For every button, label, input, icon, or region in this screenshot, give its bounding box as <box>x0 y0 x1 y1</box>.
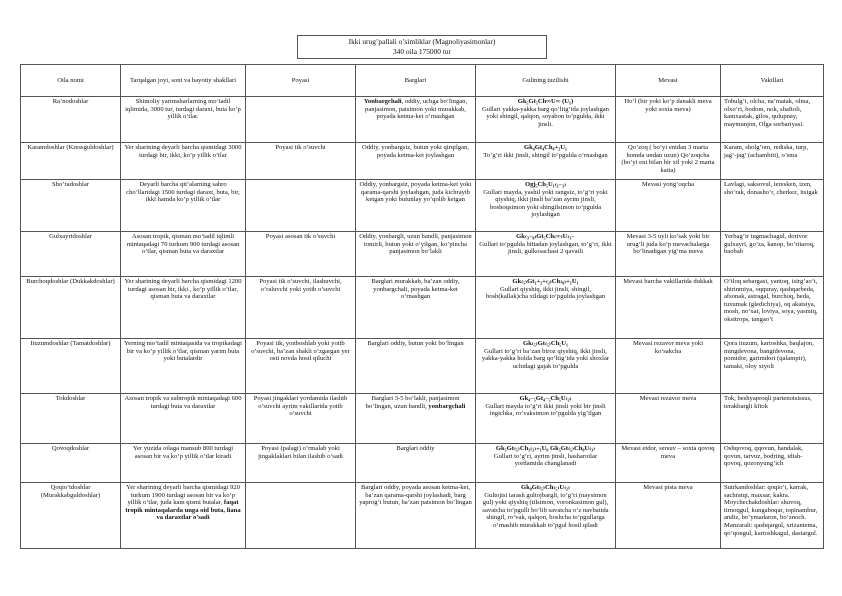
flower-cell <box>476 483 616 549</box>
flower-formula: Ogj₅Ch₅U₁₍₂₋₃₎ <box>524 181 567 188</box>
flower-formula: Gk₍₅₎Gt₁+₂+₍₂₎Ch₍₉₎+₁U₁ <box>512 278 579 285</box>
leaves-bold-term: Yonbargchali <box>363 98 402 105</box>
leaves-text: Oddiy, yonbargli, uzun bandli, panjasimon tomirli, butun yoki o’yilgan, ko’pincha panjasimon bo’lakli <box>359 233 472 256</box>
representatives-cell: Sutrkandoshlar: qoqio’t, karrak, sachratqi, maxsar, kakra. Moychechakdoshlar: shuvoq, tirnoqgul, kungaboqar, topinambur, andiz, bo’ymadaron, bo’znoch. Manzarali: qashqargul, xrizantema, qo’qongul, kartoshkagul, dastargul. <box>721 483 824 549</box>
representatives-cell: Lavlagi, saksovul, teresken, izen, sho’rak, donasho’r, cherkez, itsigak <box>721 180 824 232</box>
flower-text: Gultojisi tarash gultojbargli, to’g’ri (naysimon gul) yoki qiyshiq (tilsimon, voronkasimon gul), savatcha to’pgulli bo’lib savatcha o’z navbatida shingil, ro’vak, qalqon, boshcha to’pgullarga o’rnashib murakkab to’pgul hosil qiladi <box>482 491 609 529</box>
leaves-cell <box>356 143 476 180</box>
habitat-cell: Yer yuzida oilaga mansub 800 turdagi asosan bir va ko’p yillik o’tlar kiradi <box>121 444 246 483</box>
representatives-cell: Tok, beshyaproqli partenotsissus, terakbargli kftok <box>721 394 824 444</box>
stem-cell: Poyasi tik, yonboshlab yoki yotib o’suvchi, ba’zan shakli o’zgargan yer osti novda hosil qiluchi <box>246 339 356 394</box>
leaves-cell <box>356 180 476 232</box>
table-row <box>21 232 824 277</box>
habitat-cell: Yerning mo’tadil mintaqasida va tropikadagi bir va ko’p yillik o’tlar, qisman yarim buta yoki butalardir <box>121 339 246 394</box>
caption-title: Ikki urug’pallali o’simliklar (Magnoliyasimonlar) <box>348 37 496 46</box>
flower-text: Gullari mayda to’g’ri ikki jinsli yoki bir jinsli ingichka, ro’vaksimon to’pgulda yig’ilgan <box>485 402 606 418</box>
flower-text: Gullari to’g’ri ba’zan biroz qiyshiq, ikki jinsli, yakka-yakka holda barg qo’ltig’ida yoki shoxlar uchidagi gajak to’pgulda <box>481 347 610 370</box>
fruit-cell: Mevasi rezavor meva <box>616 394 721 444</box>
column-header: Mevasi <box>616 65 721 97</box>
fruit-cell: Mevasi 3-5 uyli ko’sak yoki bir urug’li juda ko’p mevachalarga bo’linadigan yig’ma meva <box>616 232 721 277</box>
table-row <box>21 277 824 339</box>
table-row <box>21 483 824 549</box>
habitat-cell: Shimoliy yarimsharlarning mo’tadil iqlimida, 3000 tur, turdagi daraxt, buta ko’p yillik o’tlar. <box>121 97 246 143</box>
representatives-cell: Karam, sholg’om, rediska, turp, jag’-jag’ (achambiti), o’sma <box>721 143 824 180</box>
fruit-cell: Mevasi barcha vakillarida dukkak <box>616 277 721 339</box>
fruit-cell: Mevasi yong’oqcha <box>616 180 721 232</box>
column-header: Vakillari <box>721 65 824 97</box>
table-row <box>21 394 824 444</box>
family-name: Qovoqdoshlar <box>21 444 121 483</box>
stem-cell <box>246 180 356 232</box>
column-header: Barglari <box>356 65 476 97</box>
table-header-row <box>21 65 824 97</box>
leaves-cell <box>356 444 476 483</box>
flower-cell <box>476 180 616 232</box>
table-row <box>21 180 824 232</box>
flower-formula: Gk₄Gt₄Ch₄+₂U₁ <box>524 144 567 151</box>
fruit-cell: Mevasi etdor, sersuv – soxta qovoq meva <box>616 444 721 483</box>
leaves-text: Barglari oddiy <box>396 445 435 452</box>
flower-cell <box>476 444 616 483</box>
flower-text: Gullari yakka-yakka barg qo’ltig’ida joylashgan yoki shingil, qalqon, soyabon to’pgulda, ikki jinsli. <box>482 105 609 128</box>
habitat-cell: Yer sharining deyarli barcha qismidagi 3000 turdagi bir, ikki, ko’p yillik o’tlar <box>121 143 246 180</box>
flower-cell <box>476 232 616 277</box>
caption-subtitle: 340 oila 175000 tur <box>392 47 452 56</box>
family-name: Karamdoshlar (Kressguldoshlar) <box>21 143 121 180</box>
family-name: Ra’nodoshlar <box>21 97 121 143</box>
stem-cell: Poyasi tik o’suvchi <box>246 143 356 180</box>
table-caption <box>297 35 547 59</box>
flower-cell <box>476 277 616 339</box>
stem-cell: Poyasi jingaklari yordamida ilashib o’suvchi ayrim vakillarida yotib o’suvchi <box>246 394 356 444</box>
family-name: Ituzumdoshlar (Tamatdoshlar) <box>21 339 121 394</box>
flower-cell <box>476 394 616 444</box>
leaves-bold-term: yonbargchali <box>428 402 466 410</box>
representatives-cell: Oshqovoq, qqovun, handalak, qovun, tarvuz, bodring, idish-qovoq, qozonyung’ich <box>721 444 824 483</box>
table-row <box>21 444 824 483</box>
leaves-cell <box>356 339 476 394</box>
column-header: Gulining tuzilishi <box>476 65 616 97</box>
habitat-text: Yer sharining deyarli barcha qismidagi 920 turkum 1900 turdagi asosan bir va ko’p yillik o’tlar, juda kam qismi butalar, <box>126 484 240 507</box>
representatives-cell: Tobulg’i, olcha, na’matak, olma, olxo’ri, bodom, nok, shaftoli, kamxastak, gilos, qulupnay, maymunjon, Olga sorbariyasi. <box>721 97 824 143</box>
flower-cell <box>476 143 616 180</box>
leaves-text: Barglari oddiy, poyada asosan ketma-ket, ba’zan qarama-qarshi joylashadi, barg yaprog’i butun, ba’zan patsimon bo’lingan <box>359 484 472 507</box>
table-row <box>21 339 824 394</box>
flower-formula: Gk₅Gt₍₅₎Ch₃₍₂₎₊₁U₀ Gk₅Gt₍₅₎Ch₀U₍₃₎ <box>495 445 596 452</box>
representatives-cell: O’tloq sebargasi, yantoq, isirg’ao’t, shirinmiya, oqquray, qashqarbeda, afsonak, astragal, burchoq, beda, tuxumak (gledichiya), oq akatsiya, mosh, no’xat, loviya, soya, yasmiq, oksitrops, tangao’t <box>721 277 824 339</box>
fruit-cell: Mevasi rezavor meva yoki ko’sakcha <box>616 339 721 394</box>
flower-formula: Gk₀Gt₍₅₎Ch₍₅₎U₍₂₎ <box>520 484 570 491</box>
stem-cell: Poyasi asosan tik o’suvchi <box>246 232 356 277</box>
leaves-cell <box>356 97 476 143</box>
leaves-cell <box>356 394 476 444</box>
column-header: Tarqalgan joyi, soni va hayotiy shakllari <box>121 65 246 97</box>
flower-formula: Gk₍₃₋₉₎Gt₅Ch₍∞₎U₍₁₋ <box>516 233 575 240</box>
habitat-cell: Asosan tropik, qisman mo’tadil iqlimli mintaqadagi 70 turkum 900 turdagi asosan o’tlar, qisman buta va daraxtlar <box>121 232 246 277</box>
leaves-text: Oddiy, yonbargsiz, butun yoki qirqilgan, poyada ketma-ket joylashgan <box>362 144 469 159</box>
flower-formula: Gk₅Gt₅Ch∞U∞ (U₁) <box>517 98 574 105</box>
leaves-text: Barglari 3-5 bo’lakli, panjasimon bo’lingan, uzun bandli, <box>365 395 460 410</box>
fruit-cell: Mevasi pista meva <box>616 483 721 549</box>
habitat-cell: Yer sharining deyarli barcha qismidagi 1200 turdagi asosan bir, ikki , ko’p yillik o’tlar, qisman buta va daraxtlar <box>121 277 246 339</box>
stem-cell: Poyasi tik o’suvchi, ilashuvchi, o’raluvchi yoki yotib o’suvchi <box>246 277 356 339</box>
habitat-cell <box>121 483 246 549</box>
representatives-cell: Qora ituzum, kartoshka, baqlajon, mingdevona, bangidevona, pomidor, garimdori (qalampir), tamaki, oloy xiyoli <box>721 339 824 394</box>
leaves-text: , oddiy, uchga bo’lingan, panjasimon, patsimon yoki murakkab, poyada ketma-ket o’rnashgan <box>365 98 468 121</box>
fruit-cell: Ho’l (bir yoki ko’p danakli meva yoki soxta meva) <box>616 97 721 143</box>
family-name: Gulxayridoshlar <box>21 232 121 277</box>
flower-text: To’g’ri ikki jinsli, shingil to’pgulda o’rnashgan <box>483 151 608 159</box>
habitat-bold-text: faqat tropik mintaqalarda unga oid buta, liana va daraxtlar o’sadi <box>125 499 241 522</box>
column-header: Poyasi <box>246 65 356 97</box>
family-name: Sho’radoshlar <box>21 180 121 232</box>
leaves-text: Oddiy, yonbargsiz, poyada ketma-ket yoki qarama-qarshi joylashgan, juda kichrayib ketgan yoki butunlay yo’qolib ketgan <box>359 181 472 204</box>
families-table <box>20 64 824 549</box>
flower-text: Gullari mayda, yashil yoki rangsiz, to’g’ri yoki qiyshiq, ikki jinsli ba’zan ayrim jinsli, boshoqsimon yoki shingilsimon to’pgulda joylashgan <box>483 188 608 219</box>
flower-text: Gullari to’pgulda bittadan joylashgan, to’g’ri, ikki jinsli, gulkosachasi 2 qavatli <box>479 240 612 256</box>
column-header: Oila nomi <box>21 65 121 97</box>
flower-formula: Gk₍₅₎Gt₍₅₎Ch₅U₁ <box>522 340 569 347</box>
table-row <box>21 143 824 180</box>
leaves-cell <box>356 232 476 277</box>
stem-cell <box>246 483 356 549</box>
habitat-cell: Deyarli barcha qit’alarning sahro cho’llaridagi 1500 turdagi daraxt, buta, bir, ikki hamda ko’p yillik o’tlar <box>121 180 246 232</box>
flower-formula: Gk₄₋₅Gt₄₋₅Ch₅U₍₂₎ <box>519 395 572 402</box>
stem-cell <box>246 97 356 143</box>
table-row <box>21 97 824 143</box>
leaves-cell <box>356 483 476 549</box>
fruit-cell: Qo’zoq ( bo’yi enidan 3 marta homda undan uzun) Qo’zoqcha (bo’yi eni bilan bir xil yoki 2 marta katta) <box>616 143 721 180</box>
family-name: Tokdoshlar <box>21 394 121 444</box>
family-name: Qoqio’tdoshlar (Murakkabguldoshlar) <box>21 483 121 549</box>
leaves-text: Barglari oddiy, butun yoki bo’lingan <box>367 340 464 347</box>
leaves-cell <box>356 277 476 339</box>
flower-text: Gullari qiyshiq, ikki jinsli, shingil, bosh(kallak)cha xildagi to’pgulda joylashgan <box>485 285 606 301</box>
stem-cell: Poyasi (palagi) o’rmalab yoki jingaklaklari bilan ilashib o’sadi <box>246 444 356 483</box>
habitat-cell: Asosan tropik va subtropik mintaqadagi 600 turdagi buta va daraxtlar <box>121 394 246 444</box>
flower-text: Gullari to’g’ri, ayrim jinsli, hasharotlar yordamida changlanadi <box>493 452 598 468</box>
flower-cell <box>476 339 616 394</box>
flower-cell <box>476 97 616 143</box>
family-name: Burchoqdoshlar (Dukkakdoshlar) <box>21 277 121 339</box>
leaves-text: Barglari murakkab, ba’zan oddiy, yonbargchali, poyada ketma-ket o’rnashgan <box>371 278 460 301</box>
representatives-cell: Yerbag’ir tugmachagul, dorivor gulxayri, go’za, kanop, bo’ritaroq, baobab <box>721 232 824 277</box>
